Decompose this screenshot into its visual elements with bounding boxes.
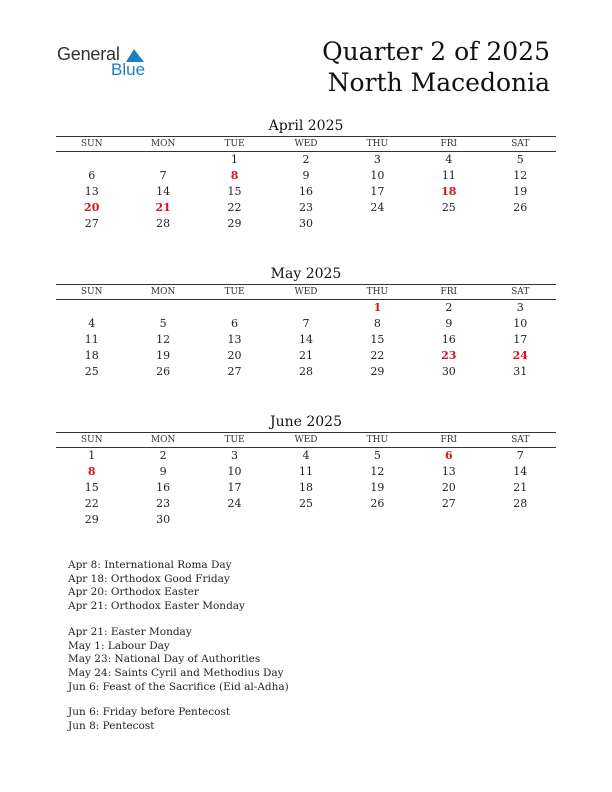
day-cell: 29 [84, 512, 99, 526]
holiday-day-cell: 24 [512, 348, 528, 362]
day-cell: 18 [298, 480, 313, 494]
day-cell: 15 [84, 480, 99, 494]
holiday-entry: Apr 20: Orthodox Easter [68, 586, 199, 599]
holiday-group-gap [68, 614, 289, 626]
day-cell: 17 [227, 480, 242, 494]
day-cell: 22 [227, 200, 242, 214]
holiday-day-cell: 6 [444, 449, 453, 463]
day-cell: 11 [84, 332, 99, 346]
day-cell: 3 [231, 449, 239, 463]
day-cell: 7 [159, 169, 167, 183]
weekday-label: TUE [224, 139, 245, 149]
weekday-label: SUN [80, 287, 103, 297]
day-cell: 16 [441, 332, 456, 346]
month-june [56, 412, 556, 527]
weekday-label: THU [366, 435, 389, 445]
weekday-label: FRI [440, 287, 458, 297]
month-may [56, 264, 556, 379]
day-cell: 13 [84, 184, 99, 198]
day-cell: 15 [370, 332, 385, 346]
holiday-group-gap [68, 694, 289, 706]
title-quarter: Quarter 2 of 2025 [322, 37, 550, 66]
holiday-entry: May 23: National Day of Authorities [68, 653, 261, 666]
weekday-header [56, 136, 556, 152]
week-row [56, 316, 556, 332]
day-cell: 15 [227, 184, 242, 198]
day-cell: 6 [231, 317, 239, 331]
day-cell: 14 [513, 465, 528, 479]
weekday-label: FRI [440, 139, 458, 149]
day-cell: 29 [227, 216, 242, 230]
week-row [56, 199, 556, 215]
weekday-label: WED [294, 287, 318, 297]
week-row [56, 363, 556, 379]
weekday-header [56, 284, 556, 300]
day-cell: 9 [159, 465, 167, 479]
day-cell: 23 [298, 200, 313, 214]
day-cell: 28 [513, 496, 528, 510]
day-cell: 23 [156, 496, 171, 510]
page-title [322, 36, 550, 98]
day-cell: 24 [370, 200, 385, 214]
day-cell: 27 [441, 496, 456, 510]
day-cell: 10 [513, 317, 528, 331]
week-row [56, 168, 556, 184]
day-cell: 14 [298, 332, 313, 346]
day-cell: 4 [445, 153, 453, 167]
title-country: North Macedonia [327, 68, 550, 97]
holiday-entry: May 1: Labour Day [68, 639, 170, 652]
day-cell: 10 [370, 169, 385, 183]
day-cell: 3 [373, 153, 381, 167]
weekday-label: MON [150, 435, 176, 445]
day-cell: 6 [88, 169, 96, 183]
day-cell: 31 [513, 364, 528, 378]
holiday-day-cell: 20 [84, 200, 100, 214]
month-april [56, 116, 556, 231]
day-cell: 30 [298, 216, 313, 230]
logo-general-text: General [57, 44, 120, 64]
day-cell: 19 [156, 348, 171, 362]
day-cell: 8 [373, 317, 381, 331]
holiday-day-cell: 8 [87, 465, 96, 479]
week-row [56, 464, 556, 480]
weekday-label: TUE [224, 435, 245, 445]
holiday-entry: Apr 18: Orthodox Good Friday [68, 572, 230, 585]
holiday-list [68, 559, 289, 734]
day-cell: 2 [159, 449, 167, 463]
week-row [56, 152, 556, 168]
holiday-day-cell: 21 [155, 200, 171, 214]
holiday-entry: Jun 6: Feast of the Sacrifice (Eid al-Adha) [68, 680, 289, 693]
week-row [56, 332, 556, 348]
day-cell: 18 [84, 348, 99, 362]
day-cell: 20 [441, 480, 456, 494]
weekday-label: SUN [80, 435, 103, 445]
day-cell: 12 [370, 465, 385, 479]
week-row [56, 347, 556, 363]
day-cell: 24 [227, 496, 242, 510]
holiday-entry: Apr 8: International Roma Day [68, 559, 232, 571]
day-cell: 12 [156, 332, 171, 346]
logo-blue-text: Blue [111, 60, 146, 79]
day-cell: 28 [156, 216, 171, 230]
day-cell: 5 [373, 449, 381, 463]
day-cell: 17 [370, 184, 385, 198]
day-cell: 26 [370, 496, 385, 510]
day-cell: 26 [156, 364, 171, 378]
day-cell: 21 [298, 348, 313, 362]
week-row [56, 495, 556, 511]
weekday-label: FRI [440, 435, 458, 445]
day-cell: 26 [513, 200, 528, 214]
day-cell: 25 [84, 364, 99, 378]
day-cell: 10 [227, 465, 242, 479]
day-cell: 4 [302, 449, 310, 463]
day-cell: 30 [156, 512, 171, 526]
day-cell: 11 [441, 169, 456, 183]
day-cell: 30 [441, 364, 456, 378]
month-title: April 2025 [268, 118, 344, 134]
day-cell: 27 [84, 216, 99, 230]
weekday-label: WED [294, 139, 318, 149]
day-cell: 7 [302, 317, 310, 331]
day-cell: 17 [513, 332, 528, 346]
month-title: June 2025 [269, 414, 342, 430]
day-cell: 25 [298, 496, 313, 510]
day-cell: 1 [88, 449, 96, 463]
weekday-label: SAT [511, 435, 530, 445]
logo [57, 44, 157, 80]
week-row [56, 511, 556, 527]
weekday-label: THU [366, 139, 389, 149]
week-row [56, 215, 556, 231]
day-cell: 5 [159, 317, 167, 331]
day-cell: 19 [513, 184, 528, 198]
weekday-label: SUN [80, 139, 103, 149]
holiday-entry: Jun 8: Pentecost [68, 720, 155, 733]
weekday-label: SAT [511, 139, 530, 149]
week-row [56, 300, 556, 316]
day-cell: 5 [516, 153, 524, 167]
weekday-label: TUE [224, 287, 245, 297]
day-cell: 22 [370, 348, 385, 362]
holiday-day-cell: 1 [373, 301, 382, 315]
day-cell: 3 [516, 301, 524, 315]
day-cell: 9 [445, 317, 453, 331]
day-cell: 2 [445, 301, 453, 315]
weekday-label: MON [150, 287, 176, 297]
day-cell: 9 [302, 169, 310, 183]
day-cell: 29 [370, 364, 385, 378]
week-row [56, 448, 556, 464]
holiday-day-cell: 18 [441, 184, 457, 198]
day-cell: 25 [441, 200, 456, 214]
day-cell: 16 [156, 480, 171, 494]
weekday-header [56, 432, 556, 448]
week-row [56, 184, 556, 200]
day-cell: 12 [513, 169, 528, 183]
day-cell: 22 [84, 496, 99, 510]
day-cell: 14 [156, 184, 171, 198]
day-cell: 13 [441, 465, 456, 479]
holiday-entry: May 24: Saints Cyril and Methodius Day [68, 666, 284, 679]
day-cell: 1 [231, 153, 239, 167]
month-title: May 2025 [270, 266, 342, 282]
day-cell: 20 [227, 348, 242, 362]
day-cell: 27 [227, 364, 242, 378]
day-cell: 28 [298, 364, 313, 378]
day-cell: 2 [302, 153, 310, 167]
weekday-label: MON [150, 139, 176, 149]
holiday-entry: Apr 21: Orthodox Easter Monday [68, 600, 245, 613]
day-cell: 7 [516, 449, 524, 463]
weekday-label: THU [366, 287, 389, 297]
day-cell: 13 [227, 332, 242, 346]
weekday-label: SAT [511, 287, 530, 297]
week-row [56, 480, 556, 496]
holiday-day-cell: 23 [441, 348, 457, 362]
holiday-day-cell: 8 [230, 169, 239, 183]
day-cell: 21 [513, 480, 528, 494]
day-cell: 16 [298, 184, 313, 198]
day-cell: 11 [298, 465, 313, 479]
day-cell: 4 [88, 317, 96, 331]
weekday-label: WED [294, 435, 318, 445]
holiday-entry: Apr 21: Easter Monday [68, 625, 192, 638]
holiday-entry: Jun 6: Friday before Pentecost [68, 706, 231, 719]
day-cell: 19 [370, 480, 385, 494]
